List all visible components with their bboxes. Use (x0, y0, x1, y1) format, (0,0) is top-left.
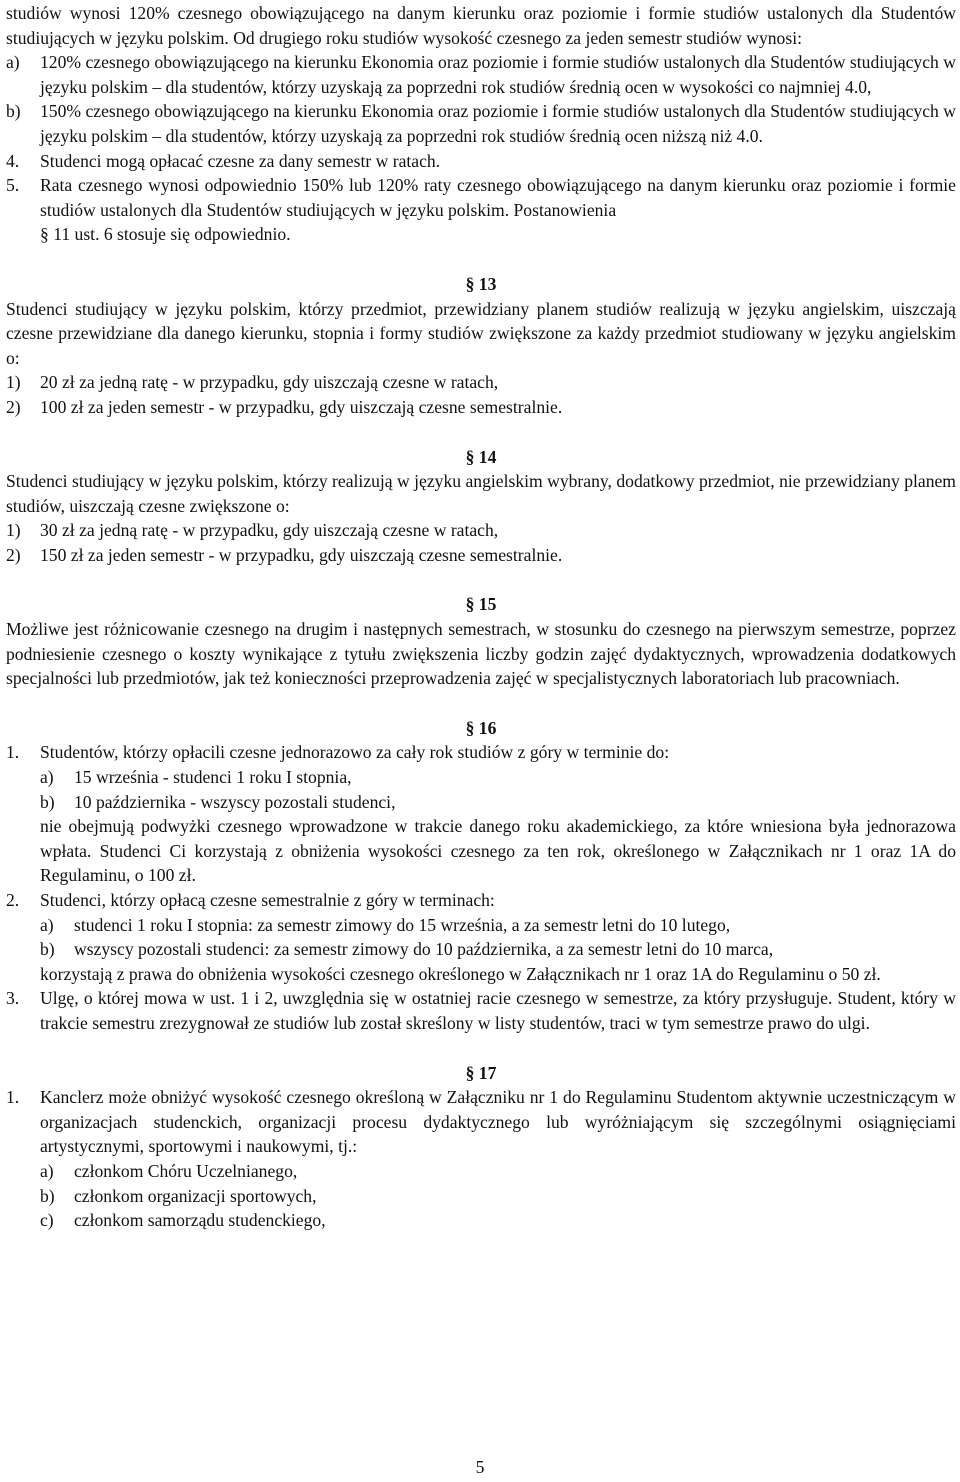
list-item (6, 518, 956, 543)
numbered-paragraph (6, 888, 956, 913)
numbered-paragraph (6, 1085, 956, 1159)
list-item-text: 10 października - wszyscy pozostali studenci, (74, 791, 396, 812)
list-item-text: studenci 1 roku I stopnia: za semestr zimowy do 15 września, a za semestr letni do 10 lutego, (74, 914, 731, 935)
list-marker: 2) (6, 396, 21, 417)
paragraph-text: korzystają z prawa do obniżenia wysokości czesnego określonego w Załącznikach nr 1 oraz 1A do Regulaminu o 50 zł. (40, 963, 881, 984)
list-item-text: 150 zł za jeden semestr - w przypadku, gdy uiszczają czesne semestralnie. (40, 544, 563, 565)
section-sign-icon: § (465, 1062, 475, 1083)
section-sign-icon: § (465, 446, 475, 467)
section-sign-icon: § (465, 594, 475, 615)
list-marker: a) (6, 52, 20, 73)
list-item-text: 20 zł za jedną ratę - w przypadku, gdy uiszczają czesne w ratach, (40, 372, 499, 393)
list-item (6, 937, 956, 962)
paragraph-number: 1. (6, 742, 20, 763)
paragraph-text-part: 11 ust. 6 stosuje się odpowiednio. (48, 224, 291, 245)
list-item (6, 543, 956, 568)
list-item-text: 30 zł za jedną ratę - w przypadku, gdy uiszczają czesne w ratach, (40, 520, 499, 541)
list-marker: a) (40, 1160, 54, 1181)
section-intro: Studenci studiujący w języku polskim, którzy przedmiot, przewidziany planem studiów realizują w języku angielskim, uiszczają czesne przewidziane dla danego kierunku, stopnia i formy studiów zwiększone za każdy przedmiot studiowany w języku angielskim o: (6, 298, 956, 368)
numbered-paragraph (6, 740, 956, 765)
document-page (6, 1, 956, 1233)
paragraph-text: Kanclerz może obniżyć wysokość czesnego określoną w Załączniku nr 1 do Regulaminu Studentom aktywnie uczestniczącym w organizacjach studenckich, organizacji procesu dydaktycznego lub wyróżniającym się szczególnymi osiągnięciami artystycznymi, sportowymi i naukowymi, tj.: (40, 1087, 956, 1157)
section-number: 14 (478, 446, 497, 467)
paragraph-number: 2. (6, 890, 20, 910)
paragraph-continuation: studiów wynosi 120% czesnego obowiązującego na danym kierunku oraz poziomie i formie studiów ustalonych dla Studentów studiujących w języku polskim. Od drugiego roku studiów wysokość czesnego za jeden semestr studiów wynosi: (6, 3, 956, 48)
paragraph-text: Studenci, którzy opłacą czesne semestralnie z góry w terminach: (40, 890, 495, 910)
section-intro: Studenci studiujący w języku polskim, którzy realizują w języku angielskim wybrany, dodatkowy przedmiot, nie przewidziany planem studiów, uiszczają czesne zwiększone o: (6, 471, 956, 516)
section-heading (6, 1061, 956, 1086)
section-number: 13 (478, 273, 497, 294)
list-item-text: członkom organizacji sportowych, (74, 1185, 317, 1206)
list-marker: 1) (6, 372, 21, 393)
paragraph-text (40, 173, 956, 247)
section-text: Możliwe jest różnicowanie czesnego na drugim i następnych semestrach, w stosunku do czesnego na pierwszym semestrze, poprzez podniesienie czesnego o koszty wynikające z tytułu zwiększenia liczby godzin zajęć dydaktycznych, wprowadzenia dodatkowych specjalności lub przedmiotów, jak też konieczności przeprowadzenia zajęć w specjalistycznych laboratoriach lub pracowniach. (6, 619, 956, 689)
section-number: 15 (478, 594, 497, 615)
list-marker: b) (6, 101, 21, 122)
section-heading (6, 272, 956, 297)
numbered-paragraph (6, 149, 956, 174)
list-item (6, 790, 956, 815)
list-item-text: członkom Chóru Uczelnianego, (74, 1160, 298, 1181)
paragraph-text: Studenci mogą opłacać czesne za dany semestr w ratach. (40, 150, 441, 171)
list-item (6, 50, 956, 99)
list-item-text: 15 września - studenci 1 roku I stopnia, (74, 767, 352, 788)
section-sign-icon: § (465, 273, 475, 294)
section-number: 17 (478, 1062, 497, 1083)
paragraph-number: 1. (6, 1087, 20, 1108)
paragraph-number: 4. (6, 150, 20, 171)
list-item (6, 1184, 956, 1209)
list-item-text: członkom samorządu studenckiego, (74, 1210, 326, 1231)
list-marker: a) (40, 767, 54, 788)
section-sign-icon: § (465, 717, 475, 738)
list-marker: b) (40, 791, 55, 812)
paragraph-number: 3. (6, 988, 20, 1009)
list-marker: c) (40, 1210, 54, 1231)
list-item (6, 1159, 956, 1184)
page-number: 5 (475, 1457, 485, 1477)
list-item (6, 1208, 956, 1233)
numbered-paragraph (6, 173, 956, 247)
list-item (6, 99, 956, 148)
list-marker: b) (40, 939, 55, 960)
numbered-paragraph (6, 986, 956, 1035)
list-marker: b) (40, 1185, 55, 1206)
paragraph-number: 5. (6, 175, 20, 196)
list-item-text: 120% czesnego obowiązującego na kierunku Ekonomia oraz poziomie i formie studiów ustalonych dla Studentów studiujących w języku polskim – dla studentów, którzy uzyskają za poprzedni rok studiów średnią ocen w wysokości co najmniej 4.0, (40, 52, 956, 97)
section-sign-icon: § (40, 224, 49, 245)
section-heading (6, 592, 956, 617)
paragraph-text: Studentów, którzy opłacili czesne jednorazowo za cały rok studiów z góry w terminie do: (40, 742, 670, 763)
section-heading (6, 445, 956, 470)
list-item (6, 370, 956, 395)
section-number: 16 (478, 717, 497, 738)
paragraph-text: nie obejmują podwyżki czesnego wprowadzone w trakcie danego roku akademickiego, za które wniesiona była jednorazowa wpłata. Studenci Ci korzystają z obniżenia wysokości czesnego za ten rok, określonego w Załącznikach nr 1 oraz 1A do Regulaminu, o 100 zł. (40, 816, 956, 886)
paragraph-text: Ulgę, o której mowa w ust. 1 i 2, uwzględnia się w ostatniej racie czesnego w semestrze, za który przysługuje. Student, który w trakcie semestru zrezygnował ze studiów lub został skreślony w listy studentów, traci w tym semestrze prawo do ulgi. (40, 988, 956, 1033)
list-item (6, 765, 956, 790)
list-item-text: 150% czesnego obowiązującego na kierunku Ekonomia oraz poziomie i formie studiów ustalonych dla Studentów studiujących w języku polskim – dla studentów, którzy uzyskają za poprzedni rok studiów średnią ocen niższą niż 4.0. (40, 101, 956, 146)
section-heading (6, 716, 956, 741)
list-item (6, 395, 956, 420)
list-item (6, 913, 956, 938)
list-marker: a) (40, 914, 54, 935)
list-item-text: 100 zł za jeden semestr - w przypadku, gdy uiszczają czesne semestralnie. (40, 396, 563, 417)
list-item-text: wszyscy pozostali studenci: za semestr zimowy do 10 października, a za semestr letni do 10 marca, (74, 939, 774, 960)
list-marker: 1) (6, 520, 21, 541)
paragraph-text-part: Rata czesnego wynosi odpowiednio 150% lub 120% raty czesnego obowiązującego na danym kierunku oraz poziomie i formie studiów ustalonych dla Studentów studiujących w języku polskim. Postanowienia (40, 175, 956, 220)
list-marker: 2) (6, 544, 21, 565)
